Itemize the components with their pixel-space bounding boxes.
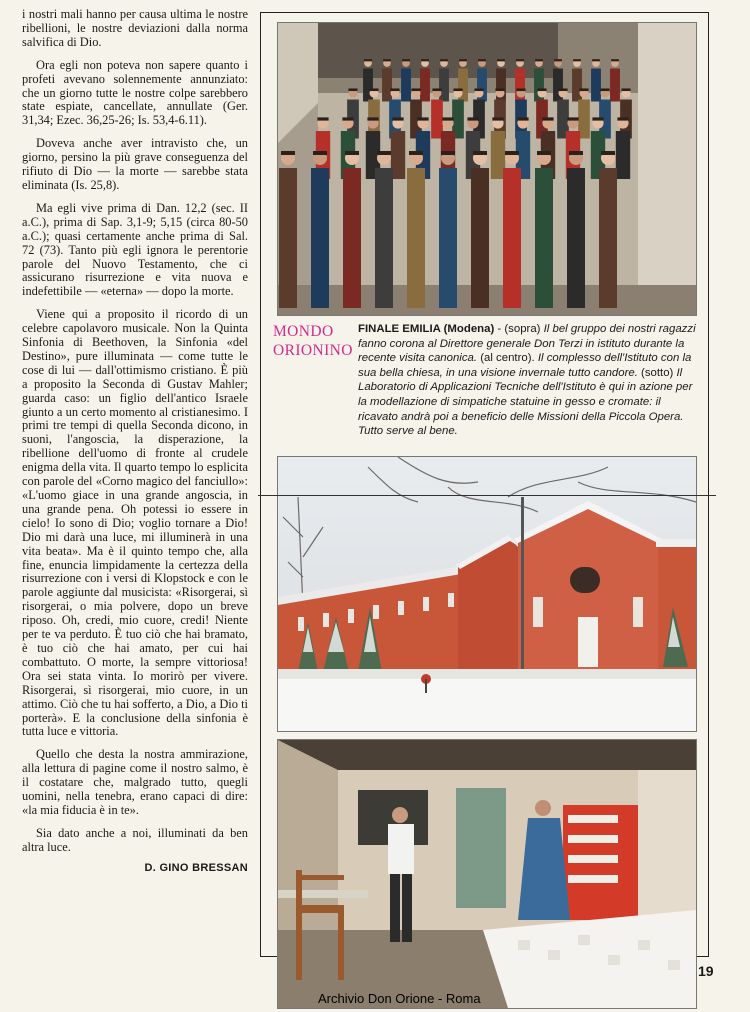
horizontal-rule xyxy=(258,495,716,496)
page-number: 19 xyxy=(698,963,714,979)
archive-credit: Archivio Don Orione - Roma xyxy=(318,991,481,1006)
article-paragraph: i nostri mali hanno per causa ultima le nostre ribellioni, le nostre deviazioni dalla norma salvifica di Dio. xyxy=(22,7,248,49)
caption-italic: Il bel gruppo dei nostri ragazzi fanno corona al Direttore generale Don Terzi in istituto durante la recente visita canonica. xyxy=(358,323,696,365)
caption-location: FINALE EMILIA (Modena) xyxy=(358,323,495,335)
caption-text: (al centro). xyxy=(477,352,538,365)
caption-text: (sotto) xyxy=(637,366,677,379)
article-paragraph: Doveva anche aver intravisto che, un giorno, persino la più grave conseguenza del rifiuto di Dio — la morte — sarebbe stata eliminata (Is. 25,8). xyxy=(22,136,248,192)
article-paragraph: Sia dato anche a noi, illuminati da ben altra luce. xyxy=(22,825,248,854)
institute-photo xyxy=(277,456,697,732)
article-paragraph: Quello che desta la nostra ammirazione, alla lettura di pagine come il nostro salmo, è il costatare che, malgrado tutto, quegli uomini, nella tenebra, erano capaci di dire: «la mia fiducia è in te». xyxy=(22,747,248,817)
section-label-line: ORIONINO xyxy=(273,342,353,359)
article-paragraph: Ora egli non poteva non sapere quanto i profeti avevano solennemente annunziato: che un giorno tutte le nostre colpe sarebbero state espiate, cancellate, annullate (Ger. 31,34; Ezec. 36,25-26; Is. 53,4-6.11). xyxy=(22,57,248,128)
workshop-photo xyxy=(277,739,697,1009)
caption-italic: Il complesso dell'Istituto con la sua bella chiesa, in una visione invernale tutto candore. xyxy=(358,352,692,379)
article-paragraph: Viene qui a proposito il ricordo di un celebre capolavoro musicale. Non la Quinta Sinfonia di Beethoven, la Sinfonia «del Destino», pure illuminata — come tutte le cose di lui — dall'ottimismo cristiano. È più a proposito la Seconda di Gustav Mahler; guarda caso: un figlio dell'antico Israele giunto a un certo momento al cristianesimo. I primi tre tempi di quella Seconda dicono, in suoni, l'angoscia, la disperazione, la ribellione dell'uomo di fronte al crudele enigma della vita. Il quarto tempo lo esplicita con parole del «Corno magico del fanciullo»: «L'uomo giace in una grande angoscia, in una grande pena. Oh potessi io essere in cielo! Io sono di Dio; voglio tornare a Dio! Dio mi darà una luce, mi illuminerà in una vita beata». Ma è il quinto tempo che, alla fine, enuncia limpidamente la certezza della risurrezione con i versi di Klopstock e con le parole aggiunte dal musicista: «Risorgerai, sì risorgerai, o mia polvere, dopo un breve riposo. Oh, credi, mio cuore, credi! Niente per te va perduto. È tuo ciò che hai bramato, è tuo ciò che hai amato, per cui hai combattuto. O morte, la sempre vittoriosa! Ora sei stata vinta. Io morirò per vivere. Risorgerai, sì risorgerai, mio cuore, in un attimo. Ciò che tu hai sofferto, a Dio, a Dio ti porterà». E la conclusione della sinfonia è tutta luce e vittoria. xyxy=(22,307,248,739)
group-photo xyxy=(277,22,697,316)
section-label-line: MONDO xyxy=(273,323,334,340)
author-signature: D. GINO BRESSAN xyxy=(144,861,248,874)
caption-text: - (sopra) xyxy=(494,323,544,335)
article-column xyxy=(22,8,248,876)
section-label xyxy=(273,322,355,360)
photo-caption xyxy=(358,322,696,439)
caption-italic: Il Laboratorio di Applicazioni Tecniche dell'Istituto è qui in azione per la modellazione di simpatiche statuine in gesso e cromate: il ricavato andrà poi a beneficio delle Missioni della Piccola Opera. Tutto serve al bene. xyxy=(358,366,693,438)
article-paragraph: Ma egli vive prima di Dan. 12,2 (sec. II a.C.), prima di Sap. 3,1-9; 5,15 (circa 80-50 a.C.); quasi certamente anche prima di Sal. 72 (73). Tanto più egli ignora le perentorie parole del Nuovo Testamento, che ci assicurano risurrezione e vita nuova e indefettibile — «eterna» — dopo la morte. xyxy=(22,200,248,299)
